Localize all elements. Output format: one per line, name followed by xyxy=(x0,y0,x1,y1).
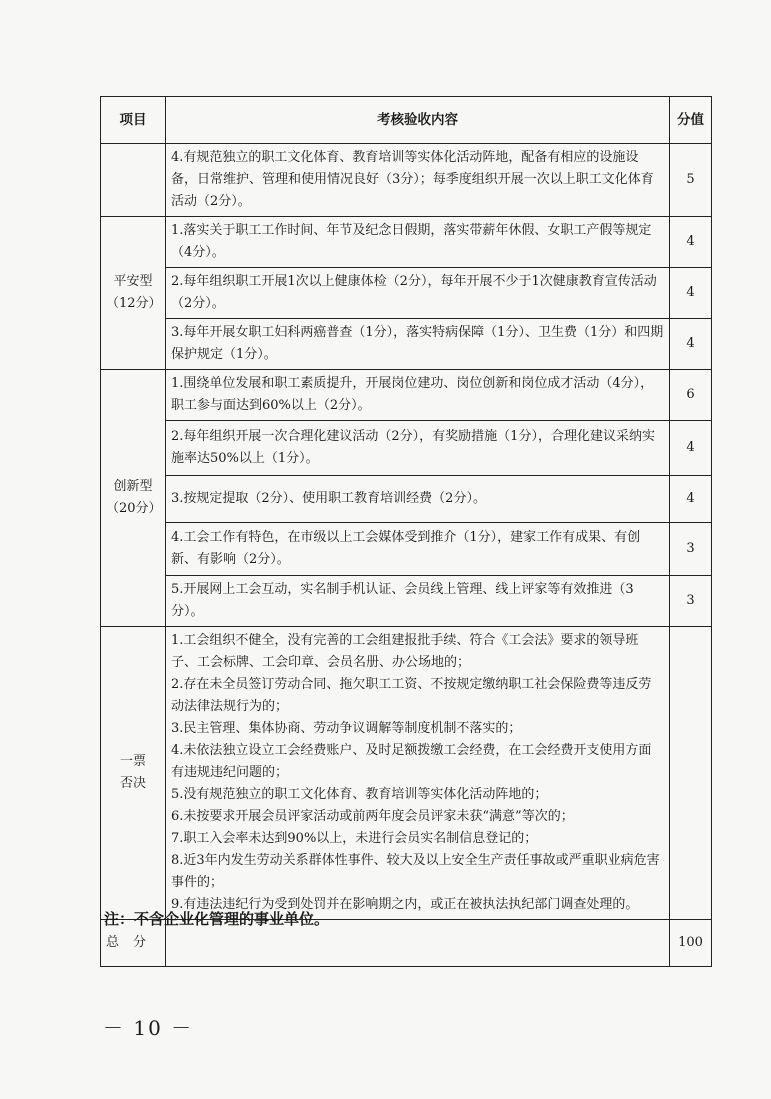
row-content: 3.按规定提取（2分）、使用职工教育培训经费（2分）。 xyxy=(166,476,670,523)
table-row xyxy=(101,268,712,319)
page-number: － 10 － xyxy=(103,1016,194,1040)
row-score: 4 xyxy=(670,421,712,476)
veto-items xyxy=(166,627,670,920)
row-score: 4 xyxy=(670,268,712,319)
table-row xyxy=(101,370,712,421)
table-row xyxy=(101,476,712,523)
veto-item: 6.未按要求开展会员评家活动或前两年度会员评家未获“满意”等次的； xyxy=(171,809,574,824)
category-safe xyxy=(101,217,166,370)
header-content: 考核验收内容 xyxy=(166,97,670,144)
header-item: 项目 xyxy=(101,97,166,144)
category-cell-empty xyxy=(101,144,166,217)
row-content: 2.每年组织开展一次合理化建议活动（2分），有奖励措施（1分），合理化建议采纳实施率达50%以上（1分）。 xyxy=(166,421,670,476)
veto-item: 4.未依法独立设立工会经费账户、及时足额拨缴工会经费，在工会经费开支使用方面有违规违纪问题的； xyxy=(171,743,652,780)
category-innovation-points: （20分） xyxy=(106,501,162,516)
veto-item: 2.存在未全员签订劳动合同、拖欠职工工资、不按规定缴纳职工社会保险费等违反劳动法律法规行为的； xyxy=(171,677,652,714)
row-content: 3.每年开展女职工妇科两癌普查（1分），落实特病保障（1分）、卫生费（1分）和四期保护规定（1分）。 xyxy=(166,319,670,370)
table-row xyxy=(101,217,712,268)
row-score: 4 xyxy=(670,217,712,268)
category-veto xyxy=(101,627,166,920)
header-score: 分值 xyxy=(670,97,712,144)
row-content: 1.围绕单位发展和职工素质提升，开展岗位建功、岗位创新和岗位成才活动（4分），职工参与面达到60%以上（2分）。 xyxy=(166,370,670,421)
table-row xyxy=(101,523,712,576)
row-score: 5 xyxy=(670,144,712,217)
veto-row xyxy=(101,627,712,920)
category-veto-line2: 否决 xyxy=(119,776,146,791)
veto-item: 9.有违法违纪行为受到处罚并在影响期之内，或正在被执法执纪部门调查处理的。 xyxy=(171,897,639,912)
veto-item: 5.没有规范独立的职工文化体育、教育培训等实体化活动阵地的； xyxy=(171,787,548,802)
row-score: 6 xyxy=(670,370,712,421)
table-row xyxy=(101,421,712,476)
category-safe-name: 平安型 xyxy=(113,274,153,289)
row-score: 3 xyxy=(670,523,712,576)
table-row xyxy=(101,144,712,217)
veto-item: 7.职工入会率未达到90%以上，未进行会员实名制信息登记的； xyxy=(171,831,538,846)
footnote: 注：不含企业化管理的事业单位。 xyxy=(104,910,330,928)
assessment-table xyxy=(100,96,712,967)
category-veto-line1: 一票 xyxy=(119,754,146,769)
row-content: 4.有规范独立的职工文化体育、教育培训等实体化活动阵地，配备有相应的设施设备，日常维护、管理和使用情况良好（3分）；每季度组织开展一次以上职工文化体育活动（2分）。 xyxy=(166,144,670,217)
category-safe-points: （12分） xyxy=(106,296,162,311)
row-score: 4 xyxy=(670,319,712,370)
veto-item: 3.民主管理、集体协商、劳动争议调解等制度机制不落实的； xyxy=(171,721,522,736)
row-score: 3 xyxy=(670,576,712,627)
row-content: 4.工会工作有特色，在市级以上工会媒体受到推介（1分），建家工作有成果、有创新、有影响（2分）。 xyxy=(166,523,670,576)
total-score: 100 xyxy=(670,920,712,967)
row-content: 5.开展网上工会互动，实名制手机认证、会员线上管理、线上评家等有效推进（3分）。 xyxy=(166,576,670,627)
category-innovation xyxy=(101,370,166,627)
veto-item: 8.近3年内发生劳动关系群体性事件、较大及以上安全生产责任事故或严重职业病危害事件的； xyxy=(171,853,660,890)
table-header-row xyxy=(101,97,712,144)
table-row xyxy=(101,576,712,627)
total-label: 总分 xyxy=(101,920,166,967)
veto-item: 1.工会组织不健全，没有完善的工会组建报批手续、符合《工会法》要求的领导班子、工会标牌、工会印章、会员名册、办公场地的； xyxy=(171,633,639,670)
row-content: 2.每年组织职工开展1次以上健康体检（2分），每年开展不少于1次健康教育宣传活动（2分）。 xyxy=(166,268,670,319)
category-innovation-name: 创新型 xyxy=(113,479,153,494)
veto-score-empty xyxy=(670,627,712,920)
row-score: 4 xyxy=(670,476,712,523)
row-content: 1.落实关于职工工作时间、年节及纪念日假期，落实带薪年休假、女职工产假等规定（4分）。 xyxy=(166,217,670,268)
table-row xyxy=(101,319,712,370)
